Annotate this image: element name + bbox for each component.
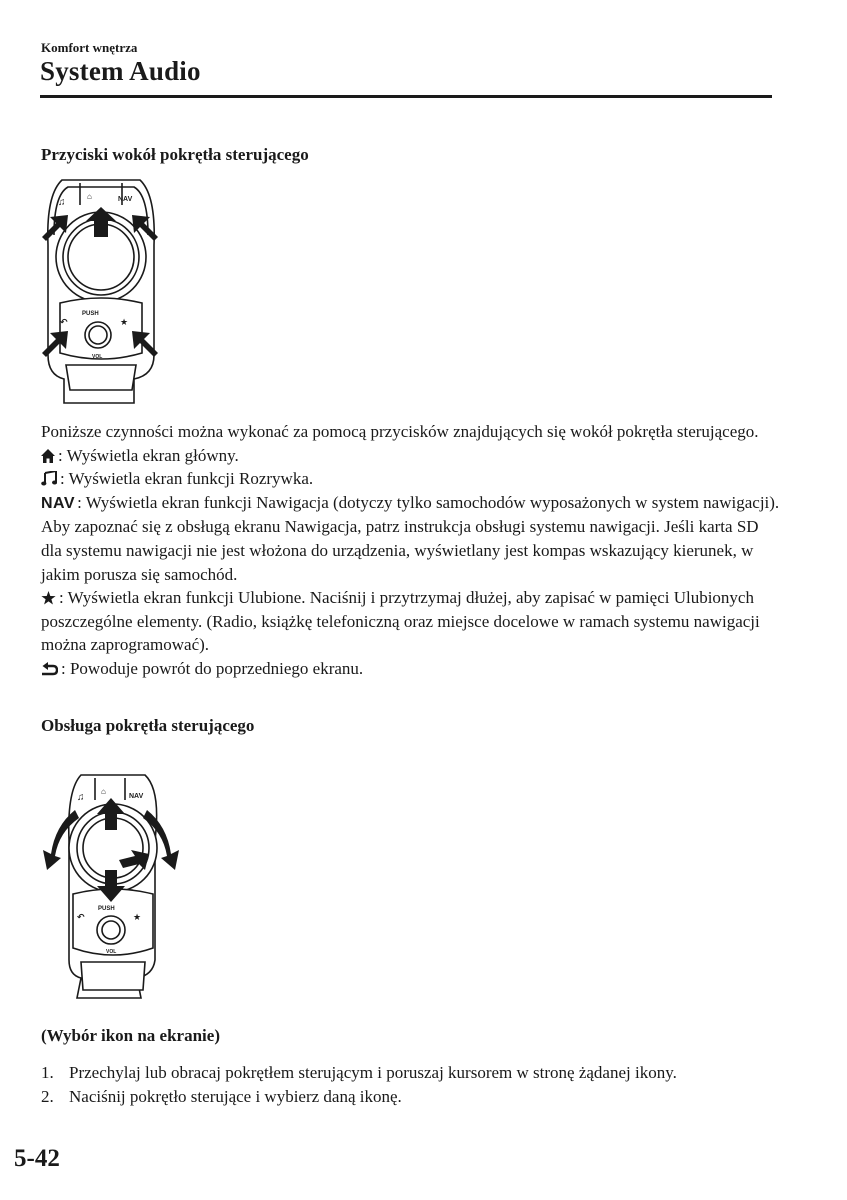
diagram-vol-label: VOL — [92, 354, 103, 360]
music-icon — [41, 471, 57, 486]
home-item-text: : Wyświetla ekran główny. — [58, 445, 239, 465]
step-number: 1. — [41, 1063, 54, 1082]
subheading-select-icons: (Wybór ikon na ekranie) — [41, 1026, 220, 1045]
breadcrumb: Komfort wnętrza — [41, 40, 138, 55]
commander-knob-diagram — [33, 770, 183, 1005]
diagram-back-icon: ↶ — [60, 317, 68, 327]
list-item — [41, 1061, 677, 1085]
diagram2-vol-label: VOL — [106, 949, 117, 955]
back-item-text: : Powoduje powrót do poprzedniego ekranu. — [61, 658, 364, 678]
step-number: 2. — [41, 1087, 54, 1106]
list-item — [41, 1085, 677, 1109]
back-icon — [41, 662, 58, 676]
diagram-push-label: PUSH — [82, 311, 99, 317]
step-text: Przechylaj lub obracaj pokrętłem sterującym i poruszaj kursorem w stronę żądanej ikony. — [69, 1063, 677, 1082]
favorites-item — [41, 586, 781, 657]
diagram2-home-icon: ⌂ — [101, 787, 106, 796]
back-item — [41, 657, 781, 681]
diagram-music-icon: ♫ — [58, 197, 66, 208]
title-rule — [40, 95, 772, 98]
diagram2-star-icon: ★ — [133, 912, 142, 922]
commander-buttons-diagram — [30, 175, 170, 410]
buttons-description — [41, 420, 781, 681]
star-icon — [41, 591, 56, 605]
section-heading-buttons: Przyciski wokół pokrętła sterującego — [41, 145, 309, 164]
step-text: Naciśnij pokrętło sterujące i wybierz daną ikonę. — [69, 1087, 402, 1106]
home-icon — [41, 449, 55, 463]
diagram2-music-icon: ♫ — [77, 792, 85, 803]
diagram2-push-label: PUSH — [98, 906, 115, 912]
diagram2-back-icon: ↶ — [77, 912, 85, 922]
diagram-home-icon: ⌂ — [87, 192, 92, 201]
steps-list — [41, 1061, 677, 1109]
nav-item-text: : Wyświetla ekran funkcji Nawigacja (dotyczy tylko samochodów wyposażonych w system nawigacji). Aby zapoznać się z obsługą ekranu Nawigacja, patrz instrukcja obsługi systemu nawigacji. Jeśli karta SD dla systemu nawigacji nie jest włożona do urządzenia, wyświetlany jest kompas wskazujący kierunek, w jakim porusza się samochód. — [41, 492, 780, 584]
music-item — [41, 467, 781, 491]
favorites-item-text: : Wyświetla ekran funkcji Ulubione. Naciśnij i przytrzymaj dłużej, aby zapisać w pamięci Ulubionych poszczególne elementy. (Radio, książkę telefoniczną oraz miejsce docelowe w ramach systemu nawigacji można zaprogramować). — [41, 588, 760, 655]
diagram-nav-label: NAV — [118, 196, 133, 203]
nav-icon: NAV — [41, 494, 76, 512]
home-item — [41, 444, 781, 468]
page-number: 5-42 — [14, 1145, 60, 1172]
diagram2-nav-label: NAV — [129, 793, 144, 800]
nav-item — [41, 491, 781, 586]
page-title: System Audio — [40, 56, 201, 86]
intro-text: Poniższe czynności można wykonać za pomocą przycisków znajdujących się wokół pokrętła sterującego. — [41, 422, 759, 441]
diagram-star-icon: ★ — [120, 317, 129, 327]
section-heading-knob: Obsługa pokrętła sterującego — [41, 716, 255, 735]
music-item-text: : Wyświetla ekran funkcji Rozrywka. — [60, 469, 314, 489]
